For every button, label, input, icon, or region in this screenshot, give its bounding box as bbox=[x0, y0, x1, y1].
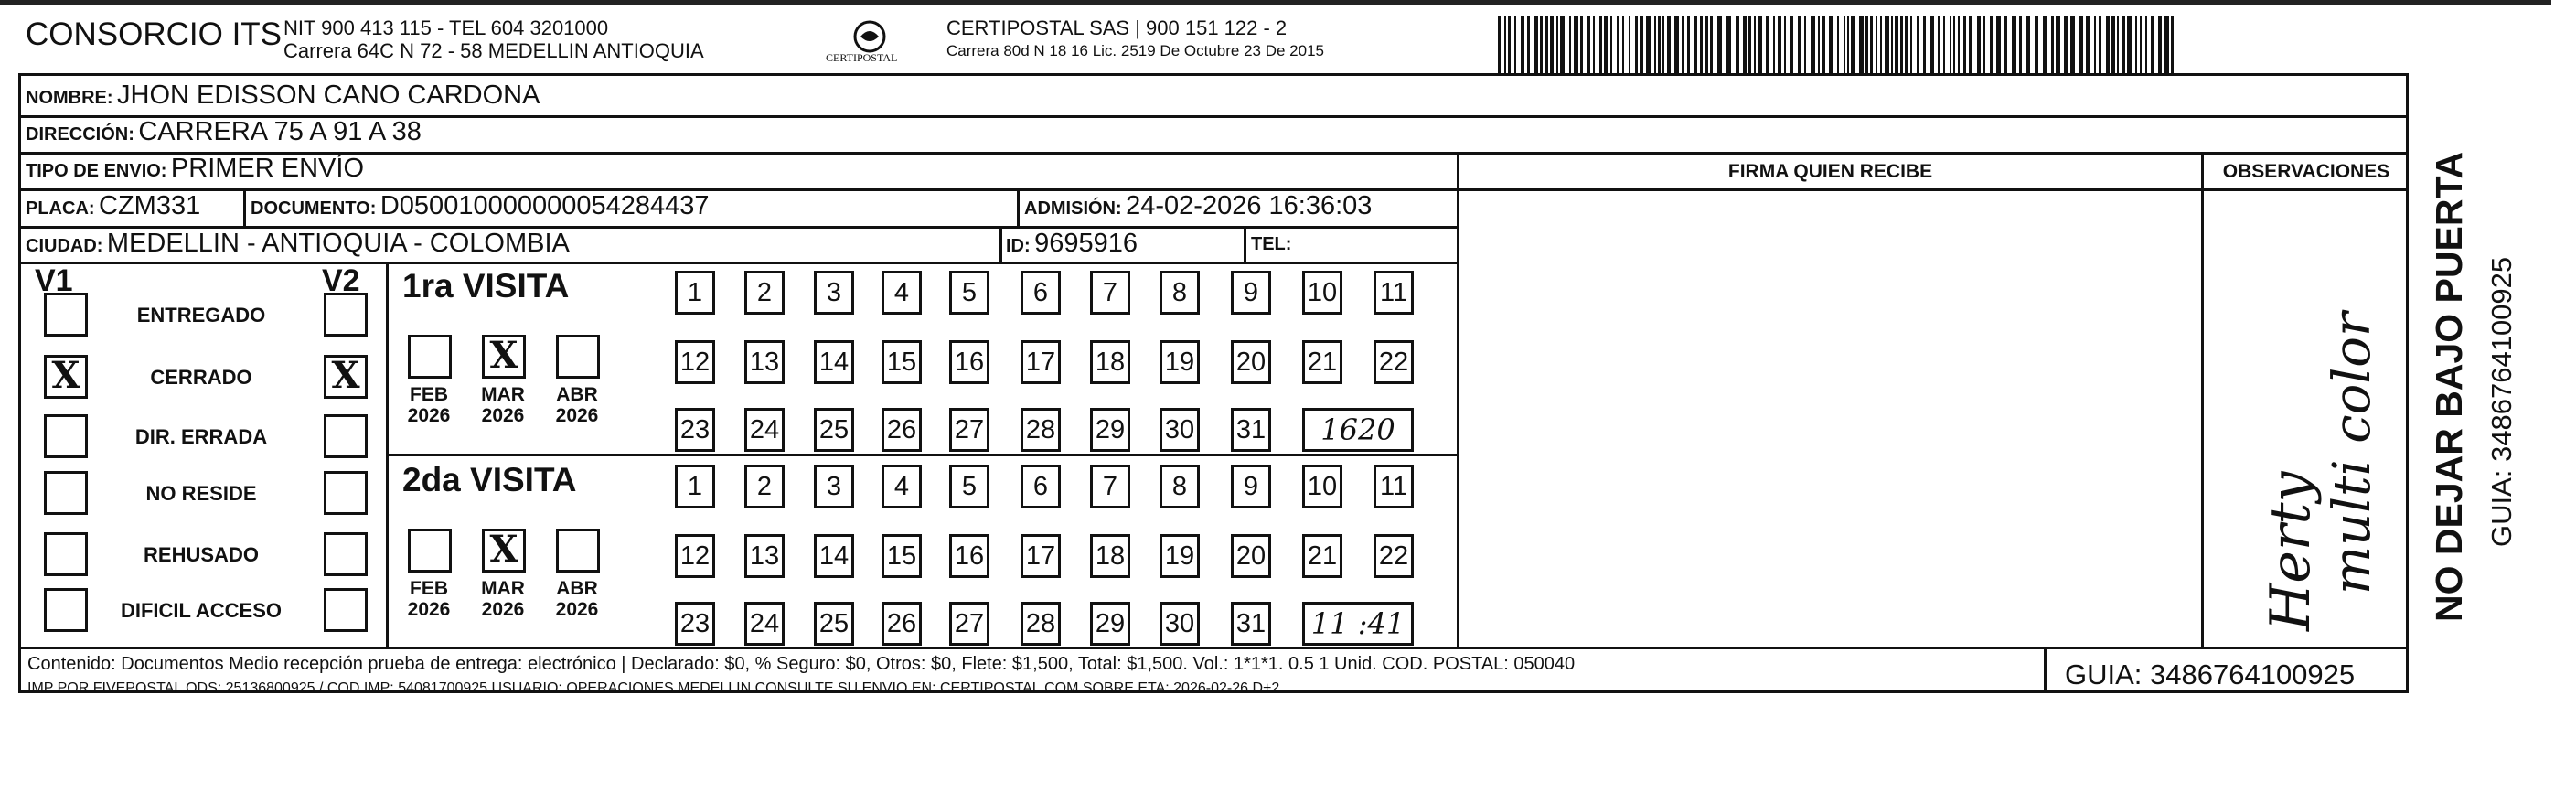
status-label: NO RESIDE bbox=[145, 482, 257, 505]
month-year: 2026 bbox=[481, 599, 525, 620]
side-warning: NO DEJAR BAJO PUERTA bbox=[2428, 151, 2470, 622]
second-visit-day[interactable]: 24 bbox=[744, 602, 785, 646]
rule bbox=[389, 454, 1459, 456]
rule bbox=[1017, 188, 1020, 227]
id-value: 9695916 bbox=[1034, 229, 1138, 258]
v2-checkbox[interactable] bbox=[324, 532, 368, 576]
barcode-bar bbox=[2043, 16, 2047, 73]
barcode-bar bbox=[1917, 16, 1919, 73]
id-label: ID: bbox=[1006, 236, 1031, 256]
barcode-bar bbox=[1758, 16, 1762, 73]
second-visit-day[interactable]: 29 bbox=[1090, 602, 1130, 646]
barcode-bar bbox=[2004, 16, 2007, 73]
first-visit-day[interactable]: 20 bbox=[1231, 340, 1271, 384]
barcode-bar bbox=[2099, 16, 2101, 73]
barcode-bar bbox=[1958, 16, 1960, 73]
status-label: DIR. ERRADA bbox=[134, 425, 268, 448]
month-year: 2026 bbox=[481, 405, 525, 426]
barcode-bar bbox=[2079, 16, 2083, 73]
barcode-bar bbox=[1556, 16, 1558, 73]
barcode-bar bbox=[2158, 16, 2162, 73]
second-visit-day[interactable]: 18 bbox=[1090, 534, 1130, 578]
documento-label: DOCUMENTO: bbox=[251, 198, 377, 219]
first-visit-day[interactable]: 11 bbox=[1374, 271, 1414, 315]
nombre-label: NOMBRE: bbox=[26, 88, 113, 108]
second-visit-day[interactable]: 5 bbox=[949, 465, 989, 508]
v2-label: V2 bbox=[322, 263, 360, 298]
barcode-bar bbox=[1545, 16, 1548, 73]
month-name: MAR bbox=[481, 384, 525, 405]
barcode-bar bbox=[2035, 16, 2038, 73]
status-label: ENTREGADO bbox=[136, 304, 266, 326]
second-visit-day[interactable]: 17 bbox=[1021, 534, 1061, 578]
ciudad-label: CIUDAD: bbox=[26, 236, 103, 256]
barcode-bar bbox=[1837, 16, 1839, 73]
barcode-bar bbox=[2064, 16, 2068, 73]
barcode-bar bbox=[1885, 16, 1889, 73]
barcode-bar bbox=[1811, 16, 1815, 73]
logo-text: CERTIPOSTAL bbox=[826, 51, 898, 64]
status-label: DIFICIL ACCESO bbox=[120, 599, 282, 622]
direccion-label: DIRECCIÓN: bbox=[26, 124, 134, 144]
barcode-bar bbox=[1938, 16, 1940, 73]
footer-guia: GUIA: 3486764100925 bbox=[2065, 658, 2356, 690]
rule bbox=[1457, 152, 1459, 648]
certipostal-info bbox=[946, 16, 1324, 62]
first-visit-day[interactable]: 1 bbox=[675, 271, 715, 315]
direccion-row bbox=[26, 117, 422, 147]
v2-checkbox[interactable] bbox=[324, 355, 368, 399]
second-visit-day[interactable]: 20 bbox=[1231, 534, 1271, 578]
barcode-bar bbox=[1726, 16, 1731, 73]
barcode-bar bbox=[2111, 16, 2115, 73]
second-visit-day[interactable]: 13 bbox=[744, 534, 785, 578]
first-visit-day[interactable]: 31 bbox=[1231, 408, 1271, 452]
barcode-bar bbox=[2171, 16, 2174, 73]
barcode-bar bbox=[1895, 16, 1898, 73]
v1-check-mark: X bbox=[51, 354, 80, 397]
rule bbox=[1244, 226, 1246, 263]
barcode-bar bbox=[1508, 16, 1511, 73]
first-visit-title: 1ra VISITA bbox=[402, 267, 570, 305]
first-visit-time[interactable]: 1620 bbox=[1302, 408, 1414, 452]
company-name: CONSORCIO ITS bbox=[26, 16, 283, 52]
v2-checkbox[interactable] bbox=[324, 414, 368, 458]
barcode-bar bbox=[1599, 16, 1602, 73]
second-visit-day[interactable]: 15 bbox=[882, 534, 922, 578]
v2-check-mark: X bbox=[331, 354, 360, 397]
month-label bbox=[545, 384, 609, 426]
v1-checkbox[interactable] bbox=[44, 532, 88, 576]
barcode-bar bbox=[1580, 16, 1583, 73]
barcode-bar bbox=[1534, 16, 1538, 73]
barcode-bar bbox=[1804, 16, 1806, 73]
first-visit-day[interactable]: 3 bbox=[814, 271, 854, 315]
tel-row bbox=[1251, 234, 1291, 255]
barcode-icon bbox=[1496, 16, 2178, 73]
footer-content-line: Contenido: Documentos Medio recepción prueba de entrega: electrónico | Declarado: $0, % Seguro: $0, Otros: $0, Flete: $1,500, Total: $1,500. Vol.: 1*1*1. 0.5 1 Unid. COD. POSTAL: 050040 bbox=[27, 654, 1576, 674]
footer-print-line: IMP POR FIVEPOSTAL ODS: 25136800925 / COD.IMP: 54081700925 USUARIO: OPERACIONES MEDELLIN CONSULTE SU ENVIO EN: CERTIPOSTAL.COM SOBRE ETA: 2026-02-26 D+2 bbox=[27, 680, 1280, 696]
first-visit-day[interactable]: 12 bbox=[675, 340, 715, 384]
barcode-bar bbox=[2106, 16, 2110, 73]
barcode-bar bbox=[1629, 16, 1630, 73]
first-visit-day[interactable]: 29 bbox=[1090, 408, 1130, 452]
month-label bbox=[471, 578, 535, 620]
first-visit-day[interactable]: 26 bbox=[882, 408, 922, 452]
first-visit-day[interactable]: 15 bbox=[882, 340, 922, 384]
second-visit-day[interactable]: 14 bbox=[814, 534, 854, 578]
second-visit-day[interactable]: 16 bbox=[949, 534, 989, 578]
nit-line: NIT 900 413 115 - TEL 604 3201000 bbox=[283, 16, 609, 39]
barcode-bar bbox=[1646, 16, 1651, 73]
first-visit-day[interactable]: 5 bbox=[949, 271, 989, 315]
company-address: Carrera 64C N 72 - 58 MEDELLIN ANTIOQUIA bbox=[283, 39, 704, 62]
barcode-bar bbox=[1778, 16, 1781, 73]
month-name: ABR bbox=[556, 578, 598, 599]
v2-checkbox[interactable] bbox=[324, 293, 368, 337]
first-visit-day[interactable]: 28 bbox=[1021, 408, 1061, 452]
second-visit-time[interactable]: 11 :41 bbox=[1302, 602, 1414, 646]
barcode-bar bbox=[1514, 16, 1516, 73]
barcode-bar bbox=[1617, 16, 1619, 73]
barcode-bar bbox=[1569, 16, 1571, 73]
first-visit-day[interactable]: 16 bbox=[949, 340, 989, 384]
tipo-envio-row bbox=[26, 154, 364, 184]
barcode-bar bbox=[1910, 16, 1912, 73]
v1-checkbox[interactable] bbox=[44, 471, 88, 515]
barcode-bar bbox=[1694, 16, 1697, 73]
certipostal-line2: Carrera 80d N 18 16 Lic. 2519 De Octubre 23 De 2015 bbox=[946, 42, 1324, 59]
status-label: CERRADO bbox=[150, 366, 252, 389]
month-name: MAR bbox=[481, 578, 525, 599]
firma-header: FIRMA QUIEN RECIBE bbox=[1727, 161, 1933, 182]
placa-value: CZM331 bbox=[99, 191, 201, 220]
barcode-bar bbox=[1822, 16, 1825, 73]
barcode-bar bbox=[1950, 16, 1951, 73]
second-visit-day[interactable]: 11 bbox=[1374, 465, 1414, 508]
month-label bbox=[397, 578, 461, 620]
month-check-mark: X bbox=[489, 528, 518, 571]
barcode-bar bbox=[1640, 16, 1643, 73]
second-visit-day[interactable]: 31 bbox=[1231, 602, 1271, 646]
barcode-bar bbox=[1587, 16, 1590, 73]
id-row bbox=[1006, 229, 1138, 259]
second-visit-day[interactable]: 30 bbox=[1160, 602, 1200, 646]
second-visit-day[interactable]: 1 bbox=[675, 465, 715, 508]
second-visit-day[interactable]: 8 bbox=[1160, 465, 1200, 508]
rule bbox=[386, 262, 389, 648]
certipostal-line1: CERTIPOSTAL SAS | 900 151 122 - 2 bbox=[946, 16, 1288, 39]
barcode-bar bbox=[1654, 16, 1656, 73]
barcode-bar bbox=[2122, 16, 2125, 73]
rule bbox=[243, 188, 246, 227]
barcode-bar bbox=[1870, 16, 1873, 73]
first-visit-month-checkbox[interactable] bbox=[556, 335, 600, 379]
company-info bbox=[283, 16, 704, 62]
month-check-mark: X bbox=[489, 334, 518, 377]
barcode-bar bbox=[1521, 16, 1524, 73]
barcode-bar bbox=[1983, 16, 1985, 73]
placa-row bbox=[26, 191, 200, 221]
observaciones-header: OBSERVACIONES bbox=[2222, 161, 2390, 182]
v1-checkbox[interactable] bbox=[44, 588, 88, 632]
status-label: REHUSADO bbox=[144, 543, 259, 566]
barcode-bar bbox=[1844, 16, 1845, 73]
ciudad-row bbox=[26, 229, 570, 259]
documento-value: D050010000000054284437 bbox=[379, 191, 710, 220]
barcode-bar bbox=[1977, 16, 1981, 73]
barcode-bar bbox=[2026, 16, 2030, 73]
barcode-bar bbox=[1990, 16, 1993, 73]
barcode-bar bbox=[1880, 16, 1882, 73]
barcode-bar bbox=[1930, 16, 1934, 73]
month-name: FEB bbox=[410, 578, 448, 599]
barcode-bar bbox=[1865, 16, 1868, 73]
v1-checkbox[interactable] bbox=[44, 355, 88, 399]
barcode-bar bbox=[1953, 16, 1955, 73]
second-visit-day[interactable]: 23 bbox=[675, 602, 715, 646]
admision-row bbox=[1024, 191, 1372, 221]
first-visit-day[interactable]: 19 bbox=[1160, 340, 1200, 384]
barcode-bar bbox=[1818, 16, 1820, 73]
barcode-bar bbox=[1682, 16, 1684, 73]
first-visit-day[interactable]: 27 bbox=[949, 408, 989, 452]
v2-checkbox[interactable] bbox=[324, 588, 368, 632]
second-visit-month-checkbox[interactable] bbox=[556, 529, 600, 573]
first-visit-day[interactable]: 22 bbox=[1374, 340, 1414, 384]
barcode-bar bbox=[1900, 16, 1903, 73]
second-visit-day[interactable]: 22 bbox=[1374, 534, 1414, 578]
month-year: 2026 bbox=[407, 599, 451, 620]
second-visit-title: 2da VISITA bbox=[402, 461, 577, 498]
barcode-bar bbox=[1610, 16, 1612, 73]
tel-label: TEL: bbox=[1251, 234, 1292, 254]
second-visit-day[interactable]: 28 bbox=[1021, 602, 1061, 646]
second-visit-day[interactable]: 21 bbox=[1302, 534, 1342, 578]
first-visit-day[interactable]: 17 bbox=[1021, 340, 1061, 384]
month-year: 2026 bbox=[555, 405, 599, 426]
barcode-bar bbox=[2135, 16, 2137, 73]
second-visit-day[interactable]: 25 bbox=[814, 602, 854, 646]
first-visit-day[interactable]: 6 bbox=[1021, 271, 1061, 315]
v1-checkbox[interactable] bbox=[44, 293, 88, 337]
second-visit-day[interactable]: 19 bbox=[1160, 534, 1200, 578]
first-visit-day[interactable]: 23 bbox=[675, 408, 715, 452]
barcode-bar bbox=[1963, 16, 1966, 73]
barcode-bar bbox=[1667, 16, 1671, 73]
barcode-bar bbox=[1540, 16, 1543, 73]
month-year: 2026 bbox=[407, 405, 451, 426]
top-border bbox=[0, 0, 2551, 5]
barcode-bar bbox=[1943, 16, 1945, 73]
first-visit-day[interactable]: 25 bbox=[814, 408, 854, 452]
second-visit-day[interactable]: 27 bbox=[949, 602, 989, 646]
first-visit-day[interactable]: 10 bbox=[1302, 271, 1342, 315]
rule bbox=[18, 152, 2409, 155]
v2-checkbox[interactable] bbox=[324, 471, 368, 515]
observation-handwriting-2: multi color bbox=[2323, 312, 2382, 594]
barcode-bar bbox=[1891, 16, 1893, 73]
first-visit-day[interactable]: 18 bbox=[1090, 340, 1130, 384]
barcode-bar bbox=[1622, 16, 1624, 73]
barcode-bar bbox=[1560, 16, 1565, 73]
second-visit-day[interactable]: 10 bbox=[1302, 465, 1342, 508]
side-guia: GUIA: 3486764100925 bbox=[2485, 256, 2517, 547]
barcode-bar bbox=[1700, 16, 1703, 73]
barcode-bar bbox=[1969, 16, 1972, 73]
second-visit-day[interactable]: 7 bbox=[1090, 465, 1130, 508]
first-visit-day[interactable]: 4 bbox=[882, 271, 922, 315]
first-visit-day[interactable]: 9 bbox=[1231, 271, 1271, 315]
first-visit-day[interactable]: 13 bbox=[744, 340, 785, 384]
second-visit-month-checkbox[interactable] bbox=[482, 529, 526, 573]
barcode-bar bbox=[1498, 16, 1501, 73]
barcode-bar bbox=[2151, 16, 2154, 73]
rule bbox=[2044, 647, 2047, 693]
barcode-bar bbox=[1593, 16, 1595, 73]
direccion-value: CARRERA 75 A 91 A 38 bbox=[138, 117, 422, 146]
documento-row bbox=[251, 191, 710, 221]
barcode-bar bbox=[1829, 16, 1833, 73]
barcode-bar bbox=[2094, 16, 2096, 73]
barcode-bar bbox=[1748, 16, 1751, 73]
first-visit-month-checkbox[interactable] bbox=[408, 335, 452, 379]
barcode-bar bbox=[2145, 16, 2147, 73]
second-visit-day[interactable]: 6 bbox=[1021, 465, 1061, 508]
tipo-envio-value: PRIMER ENVÍO bbox=[170, 154, 365, 183]
rule bbox=[18, 647, 2409, 649]
tipo-envio-label: TIPO DE ENVIO: bbox=[26, 161, 167, 181]
rule bbox=[18, 262, 1459, 264]
barcode-bar bbox=[1773, 16, 1775, 73]
barcode-bar bbox=[1790, 16, 1793, 73]
first-visit-day[interactable]: 24 bbox=[744, 408, 785, 452]
barcode-bar bbox=[1736, 16, 1739, 73]
barcode-bar bbox=[1996, 16, 2001, 73]
second-visit-day[interactable]: 9 bbox=[1231, 465, 1271, 508]
barcode-bar bbox=[1876, 16, 1877, 73]
barcode-bar bbox=[1743, 16, 1747, 73]
barcode-bar bbox=[1859, 16, 1864, 73]
rule bbox=[999, 226, 1002, 263]
second-visit-month-checkbox[interactable] bbox=[408, 529, 452, 573]
second-visit-day[interactable]: 12 bbox=[675, 534, 715, 578]
barcode-bar bbox=[1717, 16, 1722, 73]
barcode-bar bbox=[1504, 16, 1506, 73]
rule bbox=[2201, 152, 2204, 648]
barcode-bar bbox=[1851, 16, 1855, 73]
barcode-bar bbox=[1574, 16, 1578, 73]
observation-handwriting-1: Herty bbox=[2259, 471, 2323, 631]
first-visit-day[interactable]: 14 bbox=[814, 340, 854, 384]
barcode-bar bbox=[1662, 16, 1664, 73]
v1-checkbox[interactable] bbox=[44, 414, 88, 458]
barcode-bar bbox=[2086, 16, 2090, 73]
barcode-bar bbox=[1527, 16, 1530, 73]
v1-label: V1 bbox=[35, 263, 73, 298]
first-visit-day[interactable]: 7 bbox=[1090, 271, 1130, 315]
barcode-bar bbox=[2070, 16, 2075, 73]
first-visit-day[interactable]: 21 bbox=[1302, 340, 1342, 384]
barcode-bar bbox=[1674, 16, 1679, 73]
barcode-bar bbox=[1847, 16, 1849, 73]
month-year: 2026 bbox=[555, 599, 599, 620]
first-visit-month-checkbox[interactable] bbox=[482, 335, 526, 379]
month-name: FEB bbox=[410, 384, 448, 405]
month-label bbox=[545, 578, 609, 620]
barcode-bar bbox=[2056, 16, 2060, 73]
barcode-bar bbox=[1604, 16, 1608, 73]
first-visit-day[interactable]: 2 bbox=[744, 271, 785, 315]
barcode-bar bbox=[2127, 16, 2132, 73]
first-visit-day[interactable]: 8 bbox=[1160, 271, 1200, 315]
placa-label: PLACA: bbox=[26, 198, 95, 219]
barcode-bar bbox=[2051, 16, 2054, 73]
admision-label: ADMISIÓN: bbox=[1024, 198, 1122, 219]
barcode-bar bbox=[1754, 16, 1756, 73]
month-label bbox=[471, 384, 535, 426]
barcode-bar bbox=[1766, 16, 1769, 73]
barcode-bar bbox=[1687, 16, 1690, 73]
barcode-bar bbox=[1705, 16, 1708, 73]
barcode-bar bbox=[1635, 16, 1638, 73]
month-label bbox=[397, 384, 461, 426]
barcode-bar bbox=[1784, 16, 1786, 73]
second-visit-day[interactable]: 4 bbox=[882, 465, 922, 508]
second-visit-day[interactable]: 2 bbox=[744, 465, 785, 508]
barcode-bar bbox=[1658, 16, 1661, 73]
month-name: ABR bbox=[556, 384, 598, 405]
first-visit-day[interactable]: 30 bbox=[1160, 408, 1200, 452]
barcode-bar bbox=[2164, 16, 2169, 73]
barcode-bar bbox=[1905, 16, 1908, 73]
second-visit-day[interactable]: 26 bbox=[882, 602, 922, 646]
barcode-bar bbox=[1710, 16, 1713, 73]
barcode-bar bbox=[1798, 16, 1801, 73]
nombre-row bbox=[26, 80, 540, 111]
second-visit-day[interactable]: 3 bbox=[814, 465, 854, 508]
nombre-value: JHON EDISSON CANO CARDONA bbox=[117, 80, 540, 110]
admision-value: 24-02-2026 16:36:03 bbox=[1126, 191, 1373, 220]
barcode-bar bbox=[2117, 16, 2119, 73]
barcode-bar bbox=[1550, 16, 1554, 73]
barcode-bar bbox=[1923, 16, 1926, 73]
barcode-bar bbox=[2019, 16, 2022, 73]
barcode-bar bbox=[2140, 16, 2142, 73]
barcode-bar bbox=[2012, 16, 2016, 73]
ciudad-value: MEDELLIN - ANTIOQUIA - COLOMBIA bbox=[106, 229, 570, 258]
